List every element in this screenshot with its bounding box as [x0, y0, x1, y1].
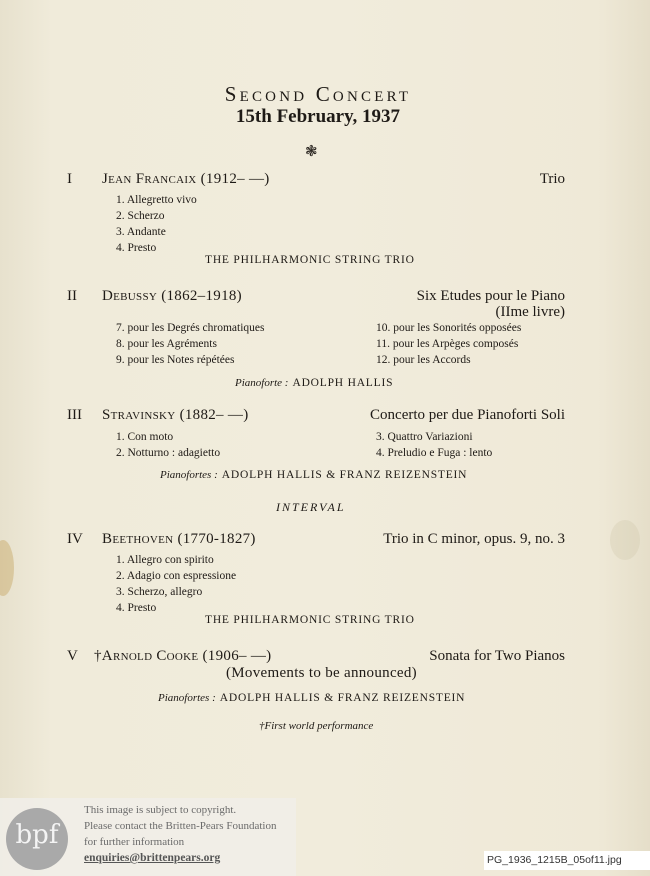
work-title: Concerto per due Pianoforti Soli	[370, 407, 565, 423]
movement: 3. Andante	[116, 226, 166, 238]
movement: 11. pour les Arpèges composés	[376, 338, 519, 350]
composer-name: Beethoven (1770-1827)	[102, 531, 256, 547]
item-numeral: V	[67, 648, 78, 664]
performers: THE PHILHARMONIC STRING TRIO	[205, 614, 415, 626]
work-title: Six Etudes pour le Piano	[416, 288, 565, 304]
item-numeral: III	[67, 407, 82, 423]
item-numeral: I	[67, 171, 72, 187]
bpf-logo-text: bpf	[15, 820, 59, 850]
composer-name: Jean Francaix (1912– —)	[102, 171, 270, 187]
concert-title: Second Concert	[224, 82, 412, 106]
contact-email-link[interactable]: enquiries@brittenpears.org	[84, 852, 221, 864]
work-title: Sonata for Two Pianos	[429, 648, 565, 664]
composer-name: †Arnold Cooke (1906– —)	[94, 648, 272, 664]
movement: 2. Adagio con espressione	[116, 570, 237, 582]
movement: 7. pour les Degrés chromatiques	[116, 322, 265, 334]
watermark-line: for further information	[84, 836, 185, 848]
item-numeral: II	[67, 288, 77, 304]
movement: 3. Scherzo, allegro	[116, 586, 203, 598]
movement: 4. Presto	[116, 242, 157, 254]
movements-note: (Movements to be announced)	[226, 665, 417, 681]
footnote: †First world performance	[259, 720, 374, 732]
flower-ornament-icon: ❃	[305, 144, 318, 160]
movement: 12. pour les Accords	[376, 354, 471, 366]
movement: 8. pour les Agréments	[116, 338, 217, 350]
image-reference: PG_1936_1215B_05of11.jpg	[484, 851, 650, 870]
movement: 1. Allegretto vivo	[116, 194, 197, 206]
movement: 4. Preludio e Fuga : lento	[376, 447, 493, 459]
work-subtitle: (IIme livre)	[495, 304, 565, 320]
watermark-line: Please contact the Britten-Pears Foundation	[84, 820, 277, 832]
paper-stain	[610, 520, 640, 560]
item-numeral: IV	[67, 531, 83, 547]
movement: 4. Presto	[116, 602, 157, 614]
concert-date: 15th February, 1937	[235, 106, 401, 127]
movement: 1. Allegro con spirito	[116, 554, 214, 566]
watermark-line: This image is subject to copyright.	[84, 804, 237, 816]
composer-name: Debussy (1862–1918)	[102, 288, 242, 304]
movement: 10. pour les Sonorités opposées	[376, 322, 522, 334]
movement: 1. Con moto	[116, 431, 174, 443]
movement: 2. Scherzo	[116, 210, 165, 222]
movement: 2. Notturno : adagietto	[116, 447, 221, 459]
composer-name: Stravinsky (1882– —)	[102, 407, 249, 423]
paper-stain	[0, 540, 14, 596]
performers: THE PHILHARMONIC STRING TRIO	[205, 254, 415, 266]
movement: 9. pour les Notes répétées	[116, 354, 235, 366]
interval-label: INTERVAL	[276, 500, 346, 514]
performer-line: Pianofortes : ADOLPH HALLIS & FRANZ REIZENSTEIN	[158, 692, 466, 704]
work-title: Trio in C minor, opus. 9, no. 3	[383, 531, 565, 547]
performer-line: Pianoforte : ADOLPH HALLIS	[235, 377, 394, 389]
work-title: Trio	[539, 171, 565, 187]
movement: 3. Quattro Variazioni	[376, 431, 473, 443]
performer-line: Pianofortes : ADOLPH HALLIS & FRANZ REIZENSTEIN	[160, 469, 468, 481]
